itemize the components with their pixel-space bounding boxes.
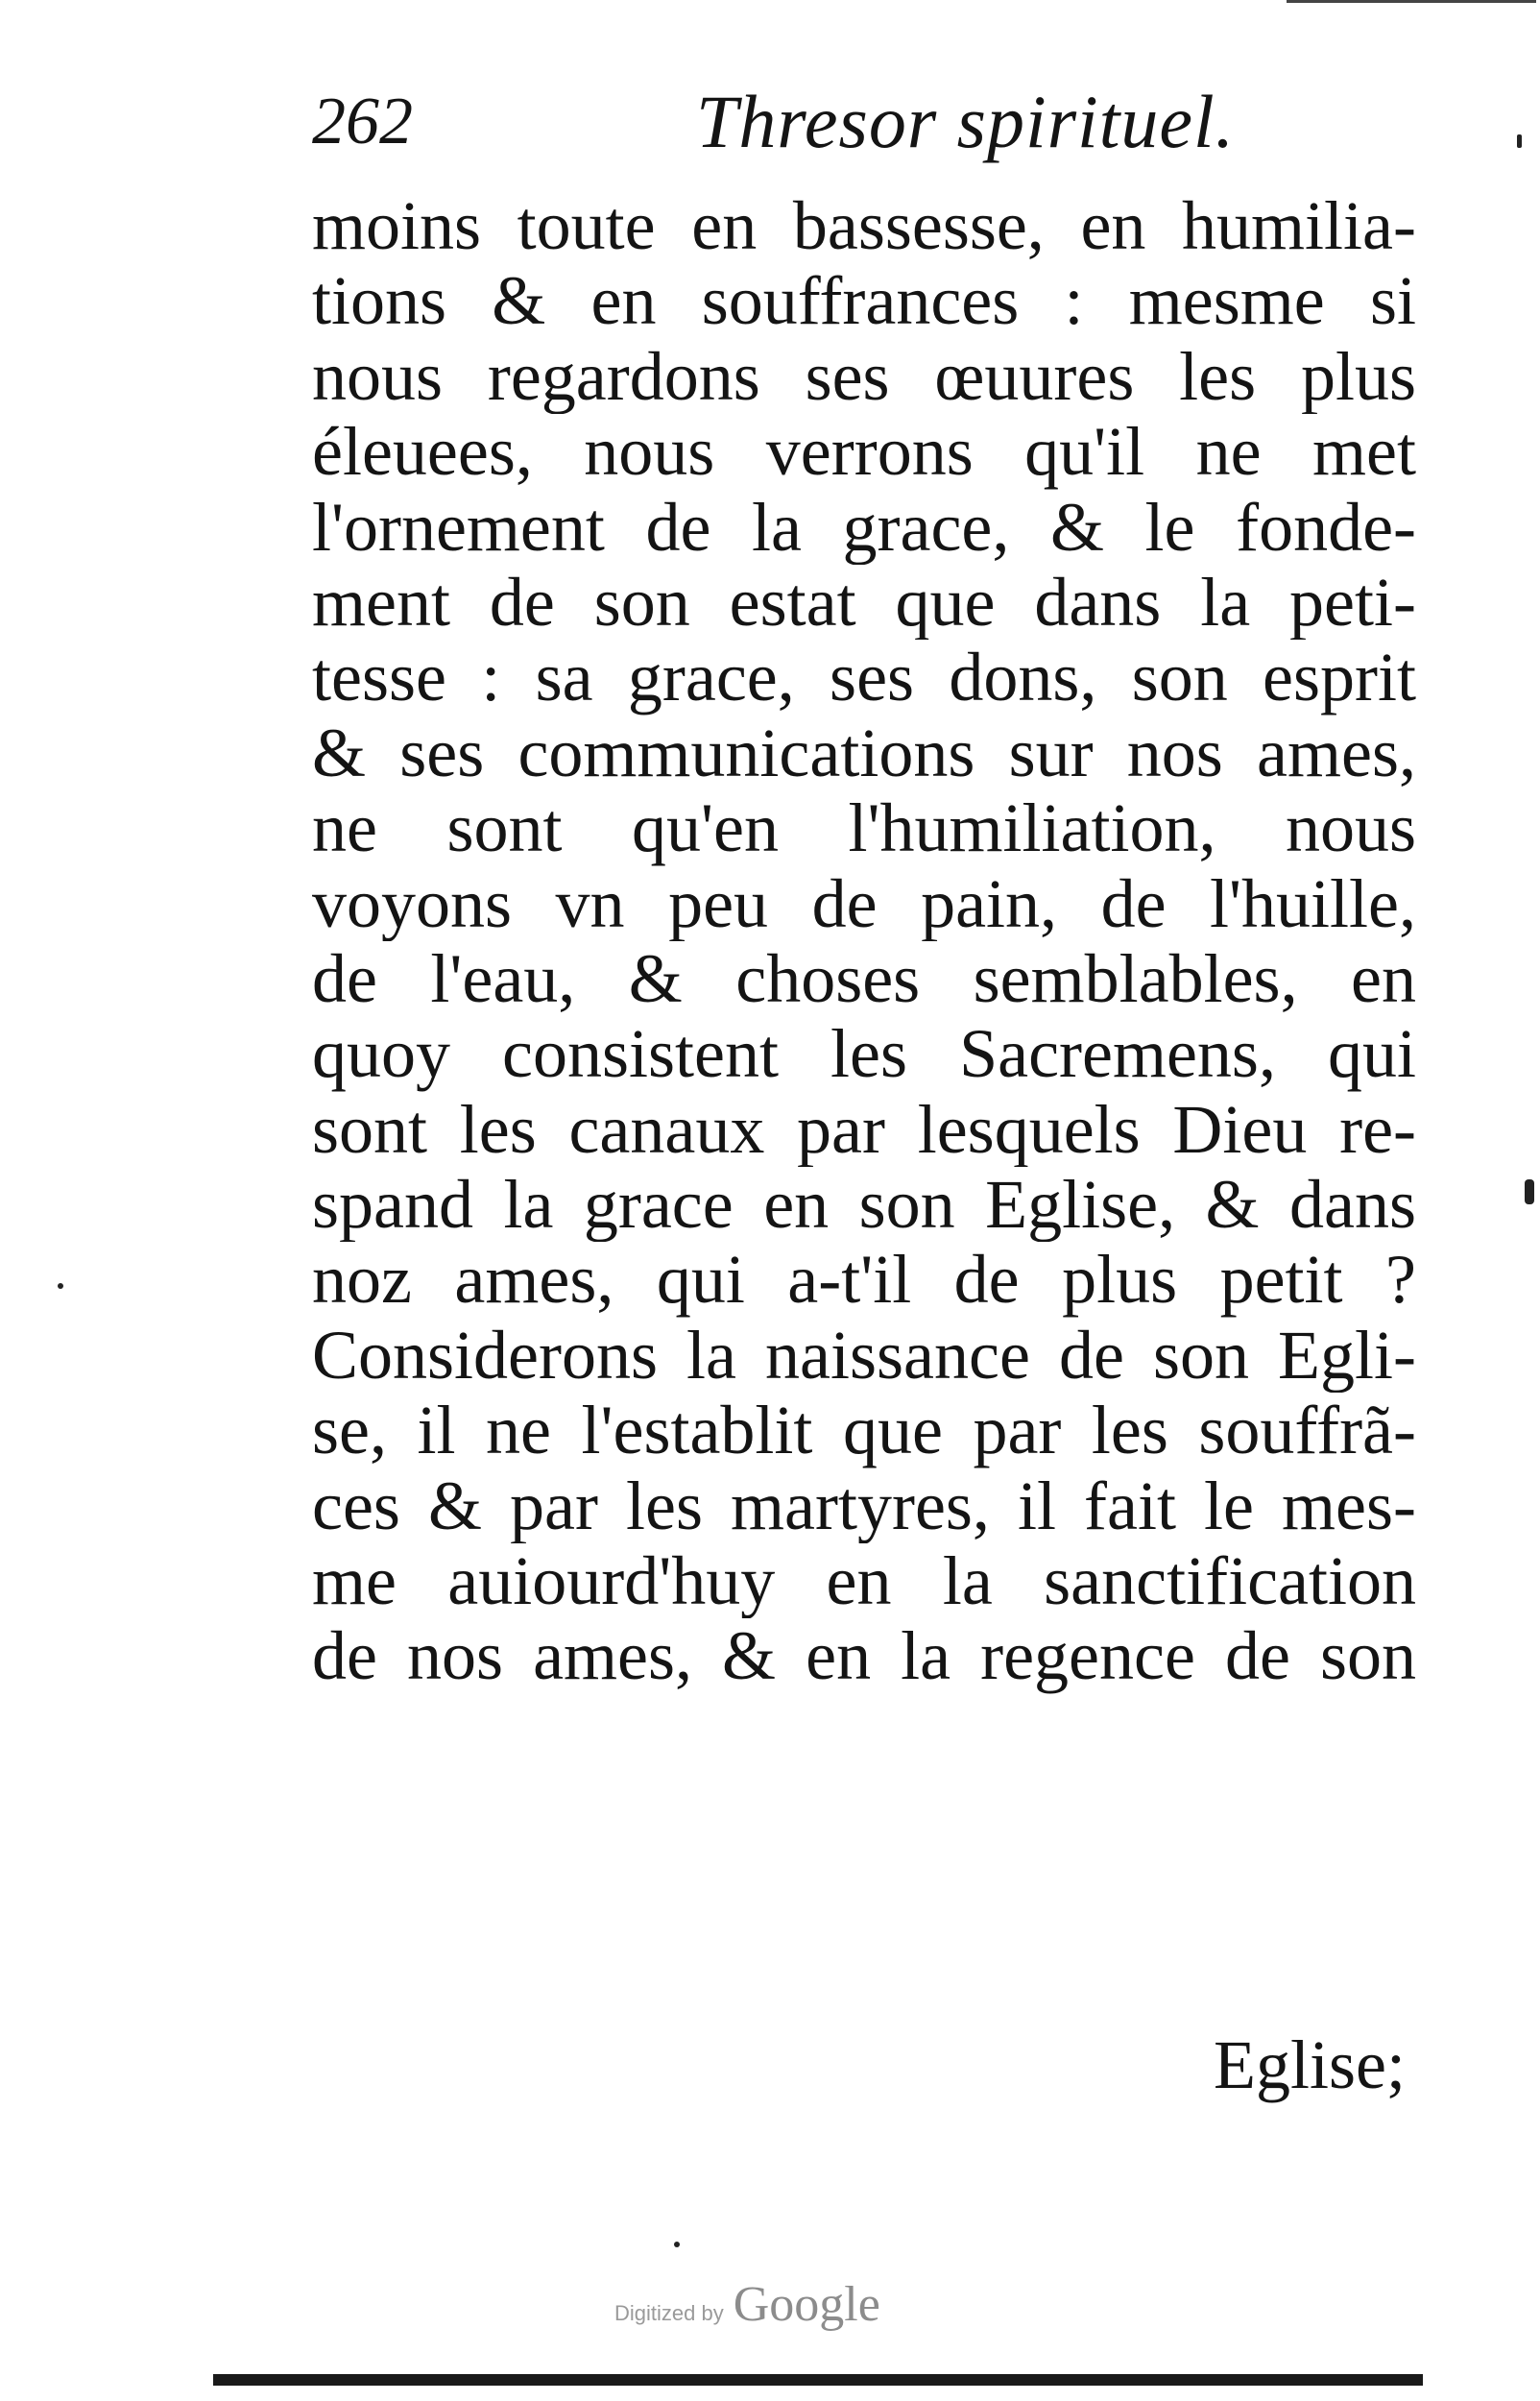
text-line: Considerons la naissance de son Egli- — [312, 1317, 1416, 1394]
text-line: & ses communications sur nos ames, — [312, 715, 1416, 791]
text-line: moins toute en bassesse, en humilia- — [312, 188, 1416, 264]
digitized-watermark — [614, 2276, 880, 2334]
text-line: ne sont qu'en l'humiliation, nous — [312, 790, 1416, 866]
text-line: se, il ne l'establit que par les souffrã- — [312, 1393, 1416, 1468]
text-line: nous regardons ses œuures les plus — [312, 338, 1416, 415]
text-line: tesse : sa grace, ses dons, son esprit — [312, 640, 1416, 715]
text-line: l'ornement de la grace, & le fonde- — [312, 489, 1416, 565]
text-line: ces & par les martyres, il fait le mes- — [312, 1467, 1416, 1544]
ink-speck — [1525, 1179, 1534, 1204]
text-line: me auiourd'huy en la sanctification — [312, 1543, 1416, 1619]
text-line: tions & en souffrances : mesme si — [312, 263, 1416, 339]
text-line: voyons vn peu de pain, de l'huille, — [312, 865, 1416, 941]
text-line: quoy consistent les Sacremens, qui — [312, 1016, 1416, 1092]
watermark-prefix: Digitized by — [614, 2301, 724, 2325]
text-line: de nos ames, & en la regence de son — [312, 1618, 1416, 1694]
running-title: Thresor spirituel. — [696, 80, 1236, 163]
text-line: de l'eau, & choses semblables, en — [312, 940, 1416, 1017]
catchword: Eglise; — [1214, 2026, 1406, 2103]
text-line: noz ames, qui a-t'il de plus petit ? — [312, 1242, 1416, 1318]
ink-speck — [58, 1283, 63, 1289]
ink-speck — [1517, 134, 1522, 148]
body-text — [312, 188, 1416, 1694]
bottom-edge-rule — [213, 2374, 1423, 2386]
text-line: sont les canaux par lesquels Dieu re- — [312, 1091, 1416, 1168]
text-line: spand la grace en son Eglise, & dans — [312, 1167, 1416, 1243]
ink-speck — [674, 2242, 680, 2247]
running-head — [312, 79, 1407, 165]
page-number: 262 — [312, 85, 413, 158]
text-line: éleuees, nous verrons qu'il ne met — [312, 414, 1416, 490]
top-edge-rule — [1287, 0, 1536, 3]
text-line: ment de son estat que dans la peti- — [312, 564, 1416, 641]
watermark-brand: Google — [733, 2277, 880, 2332]
